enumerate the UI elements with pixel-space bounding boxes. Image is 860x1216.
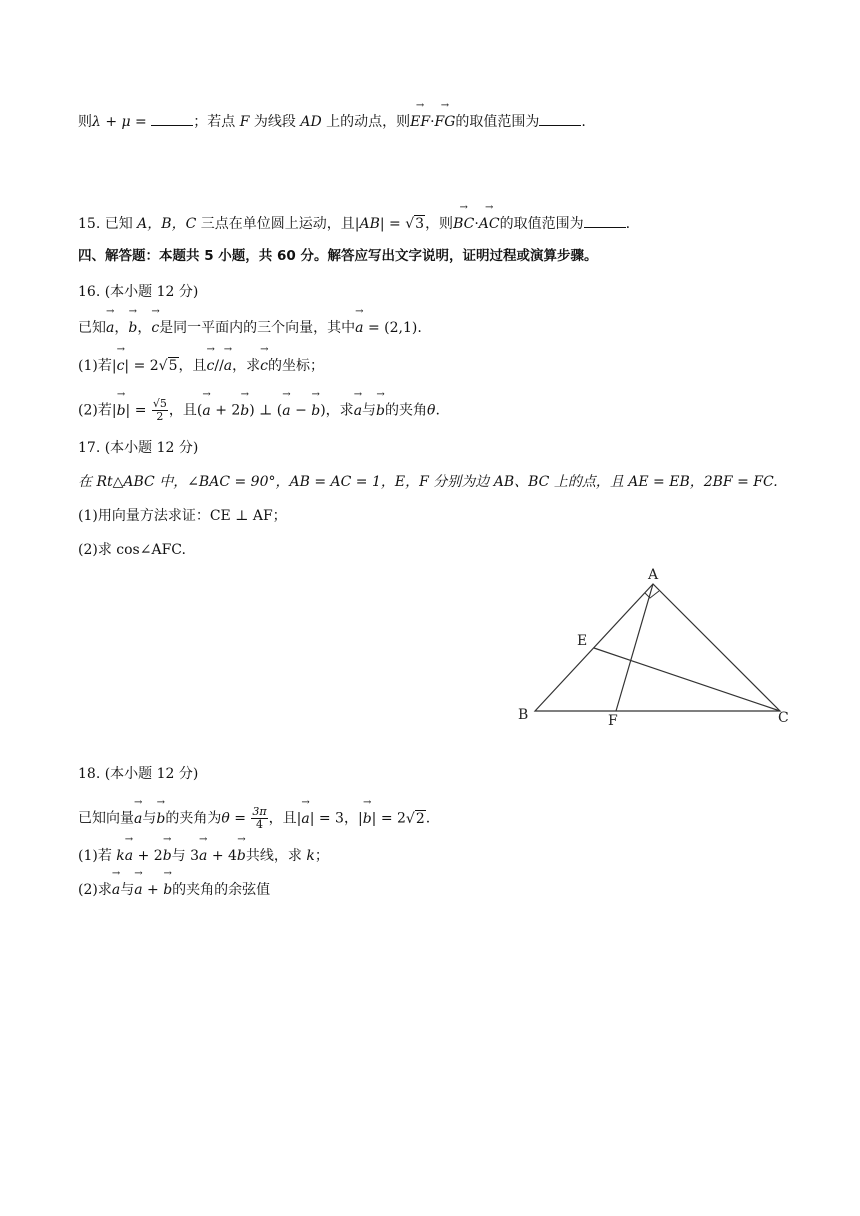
sqrt-2: √2 bbox=[405, 810, 425, 827]
q17-part1: (1)用向量方法求证：CE ⊥ AF； bbox=[78, 508, 287, 524]
q14-shang: 上的动点，则 bbox=[326, 114, 411, 130]
q18-part2: (2)求→ a与→ a + → b的夹角的余弦值 bbox=[78, 880, 270, 900]
q15-num: 15. 已知 bbox=[78, 216, 133, 232]
fraction-3pi-over-4: $\frac{3\pi}{4}$ bbox=[252, 805, 267, 831]
q14-tail-line bbox=[78, 112, 586, 132]
q15-text3: 的取值范围为 bbox=[499, 216, 584, 232]
q16-part1: (1)若|→ c| = 2√5，且→ c//→ a，求→ c的坐标； bbox=[78, 356, 324, 376]
q17-header: 17. (本小题 12 分) bbox=[78, 440, 199, 456]
triangle-figure bbox=[510, 562, 800, 732]
fraction-sqrt5-over-2: $\frac{√5}{2}$ bbox=[152, 397, 167, 423]
q14-end: . bbox=[581, 114, 586, 130]
q18-part1: (1)若 k→ a + 2→ b与 3→ a + 4→ b共线，求 k； bbox=[78, 846, 329, 866]
vector-ef: → EF bbox=[410, 112, 430, 132]
vector-a: → a bbox=[106, 318, 114, 338]
answer-blank-2 bbox=[539, 124, 581, 126]
q14-ze: 则 bbox=[78, 114, 92, 130]
vector-c: → c bbox=[151, 318, 159, 338]
vector-ac: → AC bbox=[479, 214, 500, 234]
theta: θ bbox=[427, 402, 436, 419]
label-c: C bbox=[778, 710, 789, 726]
q14-lambda-mu: λ + μ = bbox=[92, 114, 147, 130]
vector-bc: → BC bbox=[453, 214, 474, 234]
q15-text2: ，则 bbox=[425, 216, 454, 232]
q16-header: 16. (本小题 12 分) bbox=[78, 284, 199, 300]
label-e: E bbox=[577, 633, 588, 649]
q18-intro: 已知向量→ a与→ b的夹角为θ = $\frac{3\pi}{4}$ ，且|→ a| = 3，|→ b| = 2√2. bbox=[78, 806, 430, 831]
q14-point-f: F bbox=[239, 114, 250, 130]
section-heading: 四、解答题：本题共 5 小题，共 60 分。解答应写出文字说明，证明过程或演算步骤。 bbox=[78, 248, 598, 264]
q15-dot: · bbox=[474, 216, 479, 232]
q17-part2: (2)求 cos∠AFC. bbox=[78, 542, 186, 558]
q14-range: 的取值范围为 bbox=[455, 114, 540, 130]
answer-blank-1 bbox=[151, 124, 193, 126]
q15-end: . bbox=[625, 216, 631, 232]
q14-semi: ；若点 bbox=[193, 114, 236, 130]
label-b: B bbox=[518, 707, 529, 723]
q15-text1: 三点在单位圆上运动，且 bbox=[200, 216, 355, 232]
q14-wei: 为线段 bbox=[253, 114, 296, 130]
q15-abs: |AB| = bbox=[354, 216, 401, 232]
q14-ad: AD bbox=[300, 114, 322, 130]
right-angle-mark bbox=[645, 591, 659, 598]
answer-blank-3 bbox=[584, 226, 626, 228]
q17-text: 在 Rt△ABC 中，∠BAC = 90°，AB = AC = 1，E，F 分别为边 AB、BC 上的点，且 AE = EB，2BF = FC. bbox=[78, 474, 778, 490]
q16-part2: (2)若|→ b| = $\frac{√5}{2}$ ，且(→ a + 2→ b) ⊥ (→ a − → b)，求→ a与→ b的夹角θ. bbox=[78, 398, 440, 423]
q14-dot: · bbox=[430, 114, 435, 130]
q16-intro: 已知→ a，→ b，→ c是同一平面内的三个向量，其中→ a = (2,1). bbox=[78, 318, 422, 338]
segment-ce bbox=[594, 648, 780, 711]
q15-abc: A，B，C bbox=[137, 216, 197, 232]
vector-a: → a bbox=[355, 318, 363, 338]
q18-header: 18. (本小题 12 分) bbox=[78, 766, 199, 782]
vector-b: → b bbox=[128, 318, 137, 338]
q15-sqrt: √3 bbox=[405, 216, 425, 232]
q15-line bbox=[78, 214, 630, 234]
label-f: F bbox=[608, 713, 618, 729]
triangle-abc bbox=[535, 584, 780, 711]
sqrt-5: √5 bbox=[158, 358, 178, 374]
label-a: A bbox=[648, 567, 659, 583]
vector-fg: → FG bbox=[435, 112, 456, 132]
